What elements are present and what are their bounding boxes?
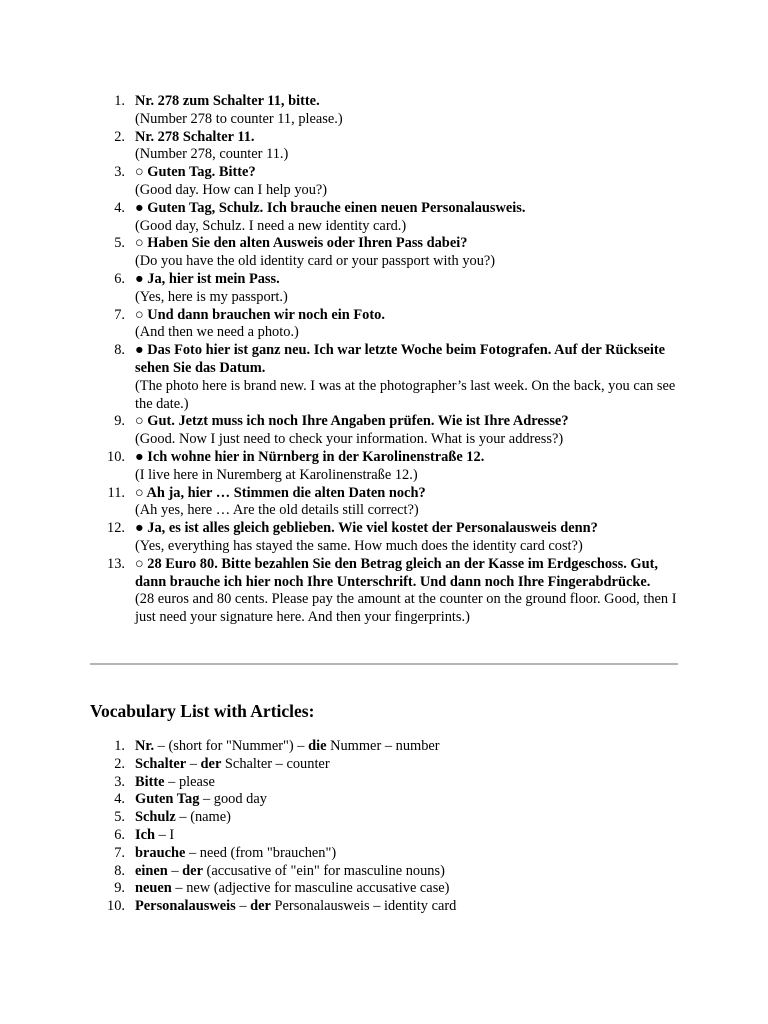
list-item: [90, 556, 680, 627]
german-line: Nr. 278 Schalter 11.: [135, 128, 255, 145]
english-translation: (Do you have the old identity card or your passport with you?): [135, 253, 496, 270]
vocab-meaning: Schalter – counter: [221, 755, 330, 772]
item-number: 6.: [114, 826, 125, 843]
english-translation: (Good day, Schulz. I need a new identity card.): [135, 217, 407, 234]
english-translation: (Number 278, counter 11.): [135, 146, 289, 163]
list-item: [90, 235, 680, 271]
vocab-gloss: – need (from "brauchen"): [185, 844, 337, 861]
german-line: ○ Guten Tag. Bitte?: [135, 164, 256, 181]
vocab-term: Schulz: [135, 809, 176, 826]
vocab-gloss: – new (adjective for masculine accusative case): [171, 880, 450, 897]
list-item: [90, 413, 680, 449]
list-item: [90, 93, 680, 129]
vocab-article: der: [250, 898, 271, 915]
item-number: 9.: [114, 413, 125, 430]
item-number: 10.: [107, 898, 125, 915]
german-line: ● Ich wohne hier in Nürnberg in der Karolinenstraße 12.: [135, 448, 485, 465]
item-number: 12.: [107, 520, 125, 537]
vocab-item: [90, 880, 680, 898]
list-item: [90, 520, 680, 556]
vocab-meaning: Nummer – number: [326, 738, 440, 754]
german-line: ○ Haben Sie den alten Ausweis oder Ihren Pass dabei?: [135, 235, 468, 252]
item-number: 4.: [114, 791, 125, 808]
item-number: 11.: [107, 484, 125, 501]
vocab-term: Guten Tag: [135, 791, 200, 808]
vocab-term: Schalter: [135, 755, 187, 772]
item-number: 13.: [107, 555, 125, 572]
vocab-gloss: –: [186, 755, 201, 772]
english-translation: (And then we need a photo.): [135, 324, 299, 341]
item-number: 9.: [114, 880, 125, 897]
item-number: 3.: [114, 164, 125, 181]
english-translation: (Yes, here is my passport.): [135, 288, 288, 305]
vocab-term: Ich: [135, 826, 155, 843]
german-line: ● Das Foto hier ist ganz neu. Ich war letzte Woche beim Fotografen. Auf der Rückseite sehen Sie das Datum.: [135, 342, 666, 376]
vocab-article: die: [308, 738, 327, 754]
item-number: 1.: [114, 738, 125, 754]
english-translation: (Ah yes, here … Are the old details still correct?): [135, 502, 419, 519]
vocab-meaning: (accusative of "ein" for masculine nouns): [202, 862, 445, 879]
vocab-term: Bitte: [135, 773, 165, 790]
vocab-meaning: Personalausweis – identity card: [270, 898, 457, 915]
english-translation: (28 euros and 80 cents. Please pay the amount at the counter on the ground floor. Good, then I just need your signature here. And then your fingerprints.): [135, 591, 677, 626]
german-line: ● Ja, es ist alles gleich geblieben. Wie viel kostet der Personalausweis denn?: [135, 520, 598, 537]
vocab-item: [90, 774, 680, 792]
vocab-term: Nr.: [135, 738, 155, 754]
english-translation: (Good day. How can I help you?): [135, 181, 328, 198]
german-line: ○ Und dann brauchen wir noch ein Foto.: [135, 306, 385, 323]
list-item: [90, 485, 680, 521]
item-number: 2.: [114, 128, 125, 145]
vocab-gloss: – (name): [175, 809, 231, 826]
vocab-gloss: –: [167, 862, 183, 879]
vocab-item: [90, 827, 680, 845]
item-number: 8.: [114, 342, 125, 359]
english-translation: (The photo here is brand new. I was at the photographer’s last week. On the back, you can see the date.): [135, 377, 676, 412]
item-number: 7.: [114, 306, 125, 323]
item-number: 5.: [114, 235, 125, 252]
vocab-article: der: [200, 755, 222, 772]
item-number: 6.: [114, 270, 125, 287]
vocab-term: brauche: [135, 844, 186, 861]
vocab-article: der: [182, 862, 203, 879]
item-number: 4.: [114, 199, 125, 216]
item-number: 8.: [114, 862, 125, 879]
vocab-item: [90, 809, 680, 827]
horizontal-divider: [90, 663, 678, 665]
vocab-term: einen: [135, 862, 168, 879]
vocab-gloss: – good day: [199, 791, 267, 808]
english-translation: (Number 278 to counter 11, please.): [135, 110, 343, 127]
list-item: [90, 449, 680, 485]
vocabulary-heading: Vocabulary List with Articles:: [90, 701, 315, 721]
item-number: 5.: [114, 809, 125, 826]
item-number: 1.: [114, 93, 125, 109]
list-item: [90, 129, 680, 165]
german-line: ○ 28 Euro 80. Bitte bezahlen Sie den Betrag gleich an der Kasse im Erdgeschoss. Gut, dann brauche ich hier noch Ihre Unterschrift. Und dann noch Ihre Fingerabdrücke.: [135, 555, 659, 590]
german-line: ○ Ah ja, hier … Stimmen die alten Daten noch?: [135, 484, 426, 501]
list-item: [90, 271, 680, 307]
vocab-item: [90, 756, 680, 774]
german-line: Nr. 278 zum Schalter 11, bitte.: [135, 93, 320, 109]
english-translation: (Good. Now I just need to check your information. What is your address?): [135, 431, 564, 448]
vocab-item: [90, 845, 680, 863]
item-number: 2.: [114, 755, 125, 772]
english-translation: (Yes, everything has stayed the same. How much does the identity card cost?): [135, 537, 583, 554]
vocab-gloss: –: [235, 898, 251, 915]
list-item: [90, 342, 680, 413]
item-number: 10.: [107, 448, 125, 465]
list-item: [90, 307, 680, 343]
english-translation: (I live here in Nuremberg at Karolinenstraße 12.): [135, 466, 418, 483]
vocab-term: neuen: [135, 880, 172, 897]
vocab-item: [90, 738, 680, 756]
vocab-item: [90, 898, 680, 916]
vocab-term: Personalausweis: [135, 898, 236, 915]
vocab-item: [90, 863, 680, 881]
german-line: ● Ja, hier ist mein Pass.: [135, 270, 280, 287]
german-line: ○ Gut. Jetzt muss ich noch Ihre Angaben prüfen. Wie ist Ihre Adresse?: [135, 413, 569, 430]
item-number: 7.: [114, 844, 125, 861]
item-number: 3.: [114, 773, 125, 790]
list-item: [90, 164, 680, 200]
german-line: ● Guten Tag, Schulz. Ich brauche einen neuen Personalausweis.: [135, 199, 526, 216]
vocab-gloss: – please: [164, 773, 215, 790]
vocab-item: [90, 791, 680, 809]
list-item: [90, 200, 680, 236]
vocab-gloss: – I: [155, 826, 175, 843]
vocabulary-list: [90, 738, 680, 916]
vocab-gloss: – (short for "Nummer") –: [154, 738, 309, 754]
dialogue-list: [90, 93, 680, 627]
